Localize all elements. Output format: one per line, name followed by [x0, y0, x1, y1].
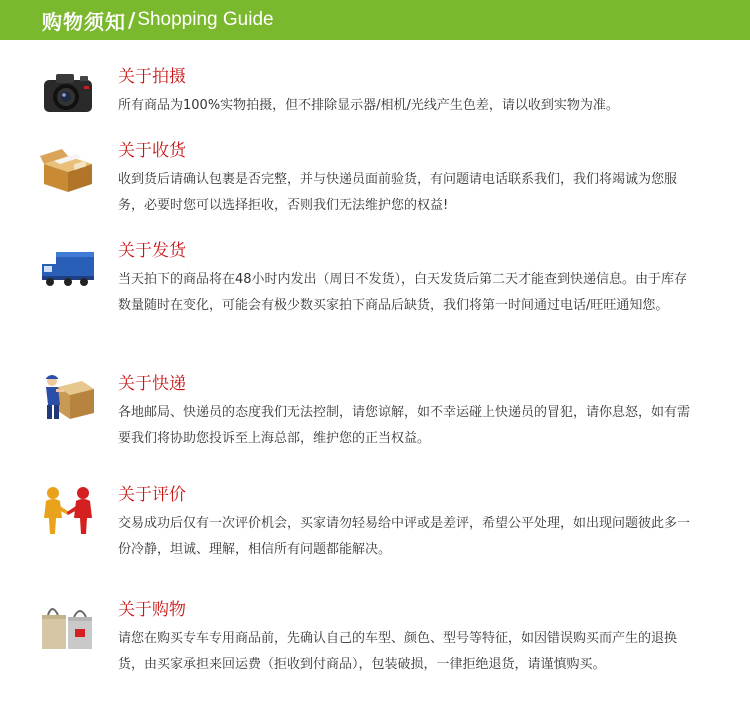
courier-icon — [38, 369, 98, 429]
section-title: 关于快递 — [118, 374, 186, 394]
shopping-bag-icon — [38, 599, 98, 659]
handshake-icon — [38, 484, 98, 544]
package-box-icon — [38, 140, 98, 200]
section-text: 所有商品为100%实物拍摄，但不排除显示器/相机/光线产生色差，请以收到实物为准。 — [118, 98, 619, 113]
section-text: 当天拍下的商品将在48小时内发出（周日不发货），白天发货后第二天才能查到快递信息。由于库存数量随时在变化，可能会有极少数买家拍下商品后缺货，我们将第一时间通过电话/旺旺通知您。 — [118, 272, 688, 313]
section-text: 请您在购买专车专用商品前，先确认自己的车型、颜色、型号等特征，如因错误购买而产生的退换货，由买家承担来回运费（拒收到付商品），包装破损，一律拒绝退货，请谨慎购买。 — [118, 631, 678, 672]
section-title: 关于拍摄 — [118, 67, 186, 87]
header-title-en: Shopping Guide — [137, 9, 274, 30]
section-text: 收到货后请确认包裹是否完整，并与快递员面前验货，有问题请电话联系我们，我们将竭诚为您服务，必要时您可以选择拒收，否则我们无法维护您的权益! — [118, 172, 678, 213]
header-title-cn: 购物须知 — [42, 9, 126, 34]
section-title: 关于购物 — [118, 600, 186, 620]
section-title: 关于发货 — [118, 241, 186, 261]
delivery-truck-icon — [38, 240, 98, 300]
section-text: 交易成功后仅有一次评价机会，买家请勿轻易给中评或是差评，希望公平处理，如出现问题彼此多一份冷静，坦诚、理解，相信所有问题都能解决。 — [118, 516, 691, 557]
section-title: 关于评价 — [118, 485, 186, 505]
header-separator: / — [128, 8, 136, 32]
camera-icon — [38, 64, 98, 124]
section-title: 关于收货 — [118, 141, 186, 161]
shopping-guide-header — [0, 0, 750, 40]
section-text: 各地邮局、快递员的态度我们无法控制，请您谅解，如不幸运碰上快递员的冒犯，请你息怒，如有需要我们将协助您投诉至上海总部，维护您的正当权益。 — [118, 405, 691, 446]
